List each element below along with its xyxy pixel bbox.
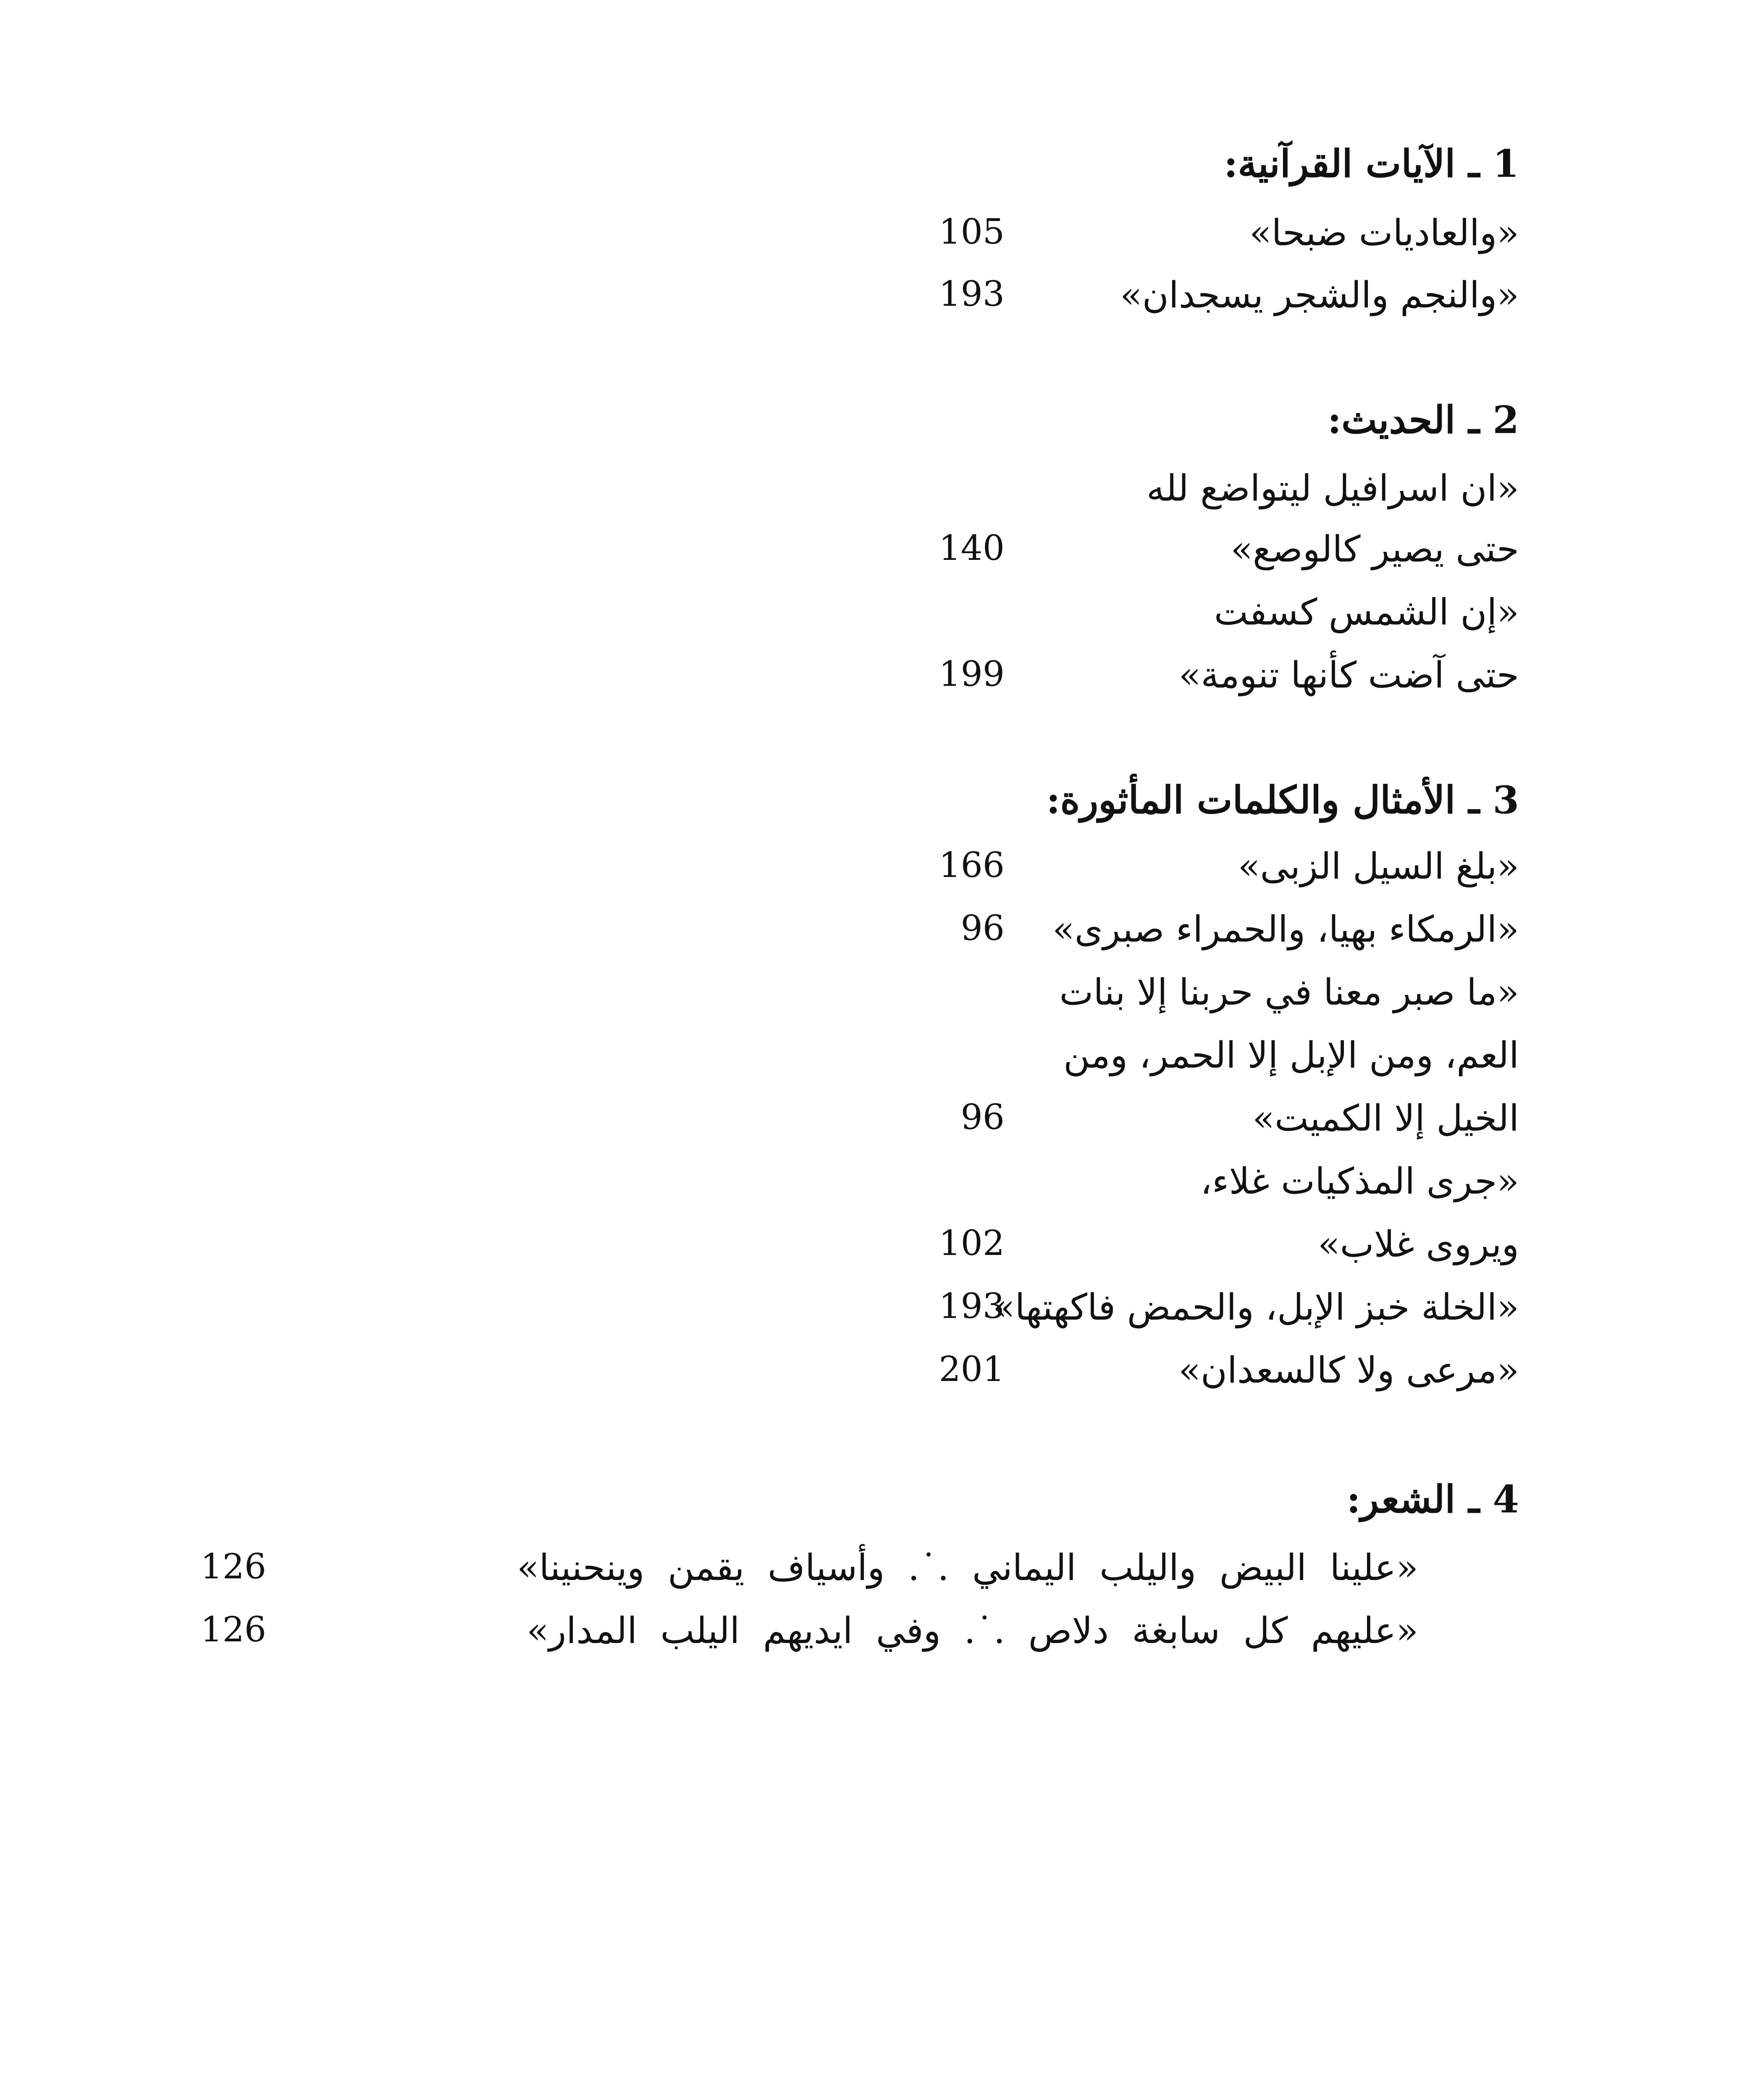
poem-verse: «علينا البيض واليلب اليماني .˙. وأسياف يقمن وينحنينا»: [517, 1547, 1418, 1589]
entry-text: «ما صبر معنا في حربنا إلا بنات: [1059, 971, 1519, 1013]
entry-text: حتى يصير كالوصع»: [1231, 528, 1519, 570]
entry-page-number: 126: [200, 1547, 266, 1587]
entry-page-number: 126: [200, 1610, 266, 1650]
entry-text: «مرعى ولا كالسعدان»: [1178, 1349, 1519, 1391]
entry-page-number: 193: [939, 1286, 1005, 1326]
entry-text: الخيل إلا الكميت»: [1252, 1097, 1519, 1139]
entry-text: «ان اسرافيل ليتواضع لله: [1146, 467, 1519, 509]
section-heading-proverbs: 3 ـ الأمثال والكلمات المأثورة:: [1046, 778, 1519, 822]
entry-page-number: 102: [939, 1223, 1005, 1263]
section-heading-hadith: 2 ـ الحديث:: [1327, 398, 1519, 442]
entry-page-number: 96: [960, 908, 1005, 948]
entry-page-number: 201: [939, 1349, 1005, 1389]
entry-text: «إن الشمس كسفت: [1214, 591, 1519, 633]
entry-text: «الرمكاء بهيا، والحمراء صبرى»: [1052, 908, 1519, 950]
entry-text: «الخلة خبز الإبل، والحمض فاكهتها»: [992, 1286, 1519, 1328]
section-heading-quran: 1 ـ الآيات القرآنية:: [1224, 142, 1519, 186]
entry-text: «والنجم والشجر يسجدان»: [1120, 274, 1519, 316]
entry-page-number: 96: [960, 1097, 1005, 1137]
entry-page-number: 193: [939, 274, 1005, 314]
entry-text: ويروى غلاب»: [1318, 1223, 1519, 1265]
entry-page-number: 166: [939, 845, 1005, 885]
entry-text: «والعاديات ضبحا»: [1249, 212, 1519, 254]
entry-page-number: 199: [939, 654, 1005, 694]
entry-text: العم، ومن الإبل إلا الحمر، ومن: [1063, 1034, 1519, 1076]
entry-page-number: 105: [939, 212, 1005, 252]
entry-page-number: 140: [939, 528, 1005, 568]
section-heading-poetry: 4 ـ الشعر:: [1346, 1477, 1519, 1522]
entry-text: «بلغ السيل الزبى»: [1238, 845, 1519, 887]
poem-verse: «عليهم كل سابغة دلاص .˙. وفي ايديهم اليلب المدار»: [527, 1610, 1418, 1652]
entry-text: «جرى المذكيات غلاء،: [1200, 1160, 1519, 1202]
entry-text: حتى آضت كأنها تنومة»: [1178, 654, 1519, 696]
